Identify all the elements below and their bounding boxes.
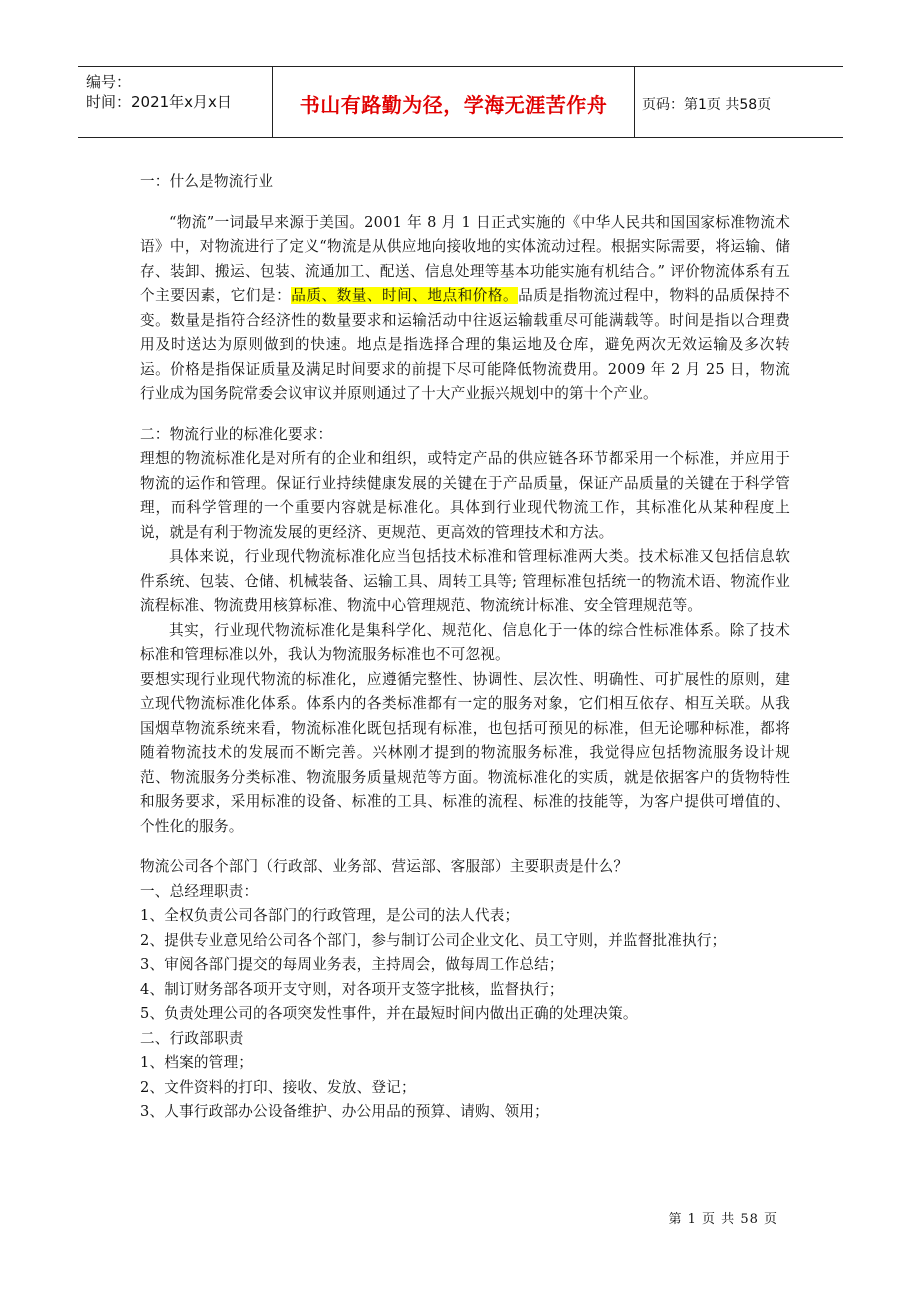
section-2-title: 二：物流行业的标准化要求： xyxy=(140,425,333,443)
section-3-subheading: 二、行政部职责 xyxy=(140,1029,244,1047)
list-item: 1、全权负责公司各部门的行政管理，是公司的法人代表； xyxy=(140,907,520,924)
paragraph-text: “物流”一词最早来源于美国。2001 年 8 月 1 日正式实施的《中华人民共和国国家标准物流术语》中，对物流进行了定义“物流是从供应地向接收地的实体流动过程。根据实际需要，将运输、储存、装卸、搬运、包装、流通加工、配送、信息处理等基本功能实施有机结合。” 评价物流体系有五个主要因素，它们是： xyxy=(140,213,790,304)
section-1-paragraph xyxy=(140,211,790,407)
header-meta-cell xyxy=(78,67,272,137)
highlighted-text: 品质、数量、时间、地点和价格。 xyxy=(291,287,519,304)
header-motto: 书山有路勤为径，学海无涯苦作舟 xyxy=(299,93,608,117)
number-label: 编号： xyxy=(86,73,132,91)
paragraph-text: 品质是指物流过程中，物料的品质保持不变。数量是指符合经济性的数量要求和运输活动中往返运输载重尽可能满载等。时间是指以合理费用及时送达为原则做到的快速。地点是指选择合理的集运地及仓库，避免两次无效运输及多次转运。价格是指保证质量及满足时间要求的前提下尽可能降低物流费用。2009 年 2 月 25 日，物流行业成为国务院常委会议审议并原则通过了十大产业振兴规划中的第十个产业。 xyxy=(140,287,790,402)
section-3-subheading: 一、总经理职责： xyxy=(140,882,259,900)
section-2-paragraph-1: 理想的物流标准化是对所有的企业和组织，或特定产品的供应链各环节都采用一个标准，并应用于物流的运作和管理。保证行业持续健康发展的关键在于产品质量，保证产品质量的关键在于科学管理，而科学管理的一个重要内容就是标准化。具体到行业现代物流工作，其标准化从某种程度上说，就是有利于物流发展的更经济、更规范、更高效的管理技术和方法。 xyxy=(140,450,790,541)
list-item: 5、负责处理公司的各项突发性事件，并在最短时间内做出正确的处理决策。 xyxy=(140,1005,638,1022)
header-motto-cell xyxy=(272,67,635,137)
page-footer: 第 1 页 共 58 页 xyxy=(668,1212,778,1227)
header-page-cell xyxy=(634,67,843,137)
section-2-paragraph-4: 要想实现行业现代物流的标准化，应遵循完整性、协调性、层次性、明确性、可扩展性的原则，建立现代物流标准化体系。体系内的各类标准都有一定的服务对象，它们相互依存、相互关联。从我国烟草物流系统来看，物流标准化既包括现有标准，也包括可预见的标准，但无论哪种标准，都将随着物流技术的发展而不断完善。兴林刚才提到的物流服务标准，我觉得应包括物流服务设计规范、物流服务分类标准、物流服务质量规范等方面。物流标准化的实质，就是依据客户的货物特性和服务要求，采用标准的设备、标准的工具、标准的流程、标准的技能等，为客户提供可增值的、个性化的服务。 xyxy=(140,670,790,835)
list-item: 2、提供专业意见给公司各个部门，参与制订公司企业文化、员工守则，并监督批准执行； xyxy=(140,931,727,949)
document-header xyxy=(78,66,843,138)
section-3-title: 物流公司各个部门（行政部、业务部、营运部、客服部）主要职责是什么？ xyxy=(140,858,629,875)
list-item: 3、人事行政部办公设备维护、办公用品的预算、请购、领用； xyxy=(140,1103,549,1120)
list-item: 4、制订财务部各项开支守则，对各项开支签字批核，监督执行； xyxy=(140,980,564,998)
section-1-title: 一：什么是物流行业 xyxy=(140,173,274,190)
header-page-info: 页码：第1页 共58页 xyxy=(642,97,772,113)
section-2-paragraph-3: 其实，行业现代物流标准化是集科学化、规范化、信息化于一体的综合性标准体系。除了技术标准和管理标准以外，我认为物流服务标准也不可忽视。 xyxy=(140,621,790,663)
list-item: 2、文件资料的打印、接收、发放、登记； xyxy=(140,1078,416,1096)
date-label: 时间：2021年x月x日 xyxy=(86,93,232,111)
list-item: 3、审阅各部门提交的每周业务表，主持周会，做每周工作总结； xyxy=(140,956,564,973)
document-body xyxy=(140,170,790,1125)
section-2-paragraph-2: 具体来说，行业现代物流标准化应当包括技术标准和管理标准两大类。技术标准又包括信息软件系统、包装、仓储、机械装备、运输工具、周转工具等; 管理标准包括统一的物流术语、物流作业流程标准、物流费用核算标准、物流中心管理规范、物流统计标准、安全管理规范等。 xyxy=(140,548,790,614)
list-item: 1、档案的管理； xyxy=(140,1054,254,1071)
